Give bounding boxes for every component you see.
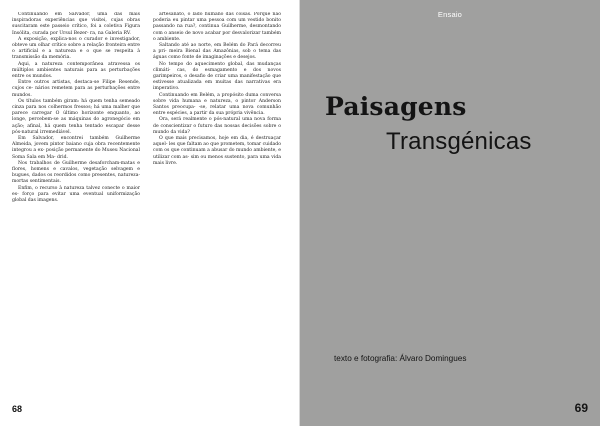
paragraph: Continuando em Belém, a propósito duma conversa sobre vida humana e natureza, o pintor Anderson Santos preocupa- -se, relatar uma nova comunhão entre espécies, a partir da sua própria vivência. [153,92,281,117]
paragraph: A exposição, explica-nos o curador e investigador, obteve um olhar crítico sobre a relação fronteira entre o artificial e a natureza e o que se respeita à transmissão da memória. [12,36,140,61]
paragraph: Continuando em Salvador, uma das mais inspiradoras experiências que visitei, cujas obras suscitaram este passeio crítico, foi a coletiva Figura Insólita, curada por Ursul Bezer- ra, na Galeria RV. [12,12,140,36]
author-credit: texto e fotografia: Álvaro Domingues [334,354,467,363]
paragraph: Saltando até ao norte, em Belém do Pará decorreu a pri- meira Bienal das Amazônias, sob o tema das águas como fonte de imaginações e desejos. [153,43,281,61]
paragraph: Em Salvador, encontrei também Guilherme Almeida, jovem pintor baiano cuja obra recentemente integrou a ex- posição permanente do Museu Nacional Soma Sala em Ma- drid. [12,136,140,160]
paragraph: Nos trabalhos de Guilherme desaforcham-matas e flores, homens e cavalos, vegetação selvagem e bugues, dados os reordidos como presentes, natureza-mortas sentimentais. [12,160,140,185]
section-label: Ensaio [437,10,463,19]
article-title-line-1: Paisagens [325,92,467,121]
right-page [300,0,600,426]
paragraph: Enfim, o recurso à natureza talvez conecte o maior es- forço para evitar uma eventual uniformização global das imagens. [12,185,140,204]
paragraph: O que mais precisamos, hoje em dia, é destruaçar aquel- les que faltam ao que prometem, tomar cuidado com os que continuam a abusar do mundo ambiente, e utilizar com as- sim ou menos sustento, para uma vida mais livre. [153,136,281,166]
paragraph: artesanato, o lado humano das coisas. Porque não poderia eu pintar uma pessoa com um vestido bonito passando na rua?, continua Guilherme, desmontando com o anseio de novo acabar por desvalorizar também o ambiente. [153,12,281,42]
text-column-2 [153,12,281,392]
page-number-left: 68 [12,404,23,414]
paragraph: Entre outros artistas, destaca-se Filipe Resende, cujos ce- nários remetem para as perturbações entre mundos. [12,80,140,98]
paragraph: Aqui, a natureza contemporânea atravessa os múltiplos ambientes naturais para as perturbações entre os mundos. [12,61,140,80]
article-title-line-2: Transgénicas [386,128,532,155]
page-number-right: 69 [574,401,588,415]
text-column-1 [12,12,140,392]
paragraph: Ora, será realmente o pós-natural uma nova forma de conscientizar o futuro das nossas decisões sobre o mundo da vida? [153,117,281,135]
paragraph: Os títulos também giram: há quem tenha semeado cinza para nos colhermos fressos; há uma malher que parece carregar O último horizonte enquanto, ao longe, percebem-se as máquinas do agronegócio em ação; afinal, há quem tenha tentado escapar desse pós-natural irremediável. [12,98,140,135]
paragraph: No tempo do aquecimento global, das mudanças climáti- cas, do esmagamento e dos novos garimpeiros, o desafio de criar uma manifestação que estivesse atualizada em muitas das narrativas era imperativo. [153,61,281,92]
